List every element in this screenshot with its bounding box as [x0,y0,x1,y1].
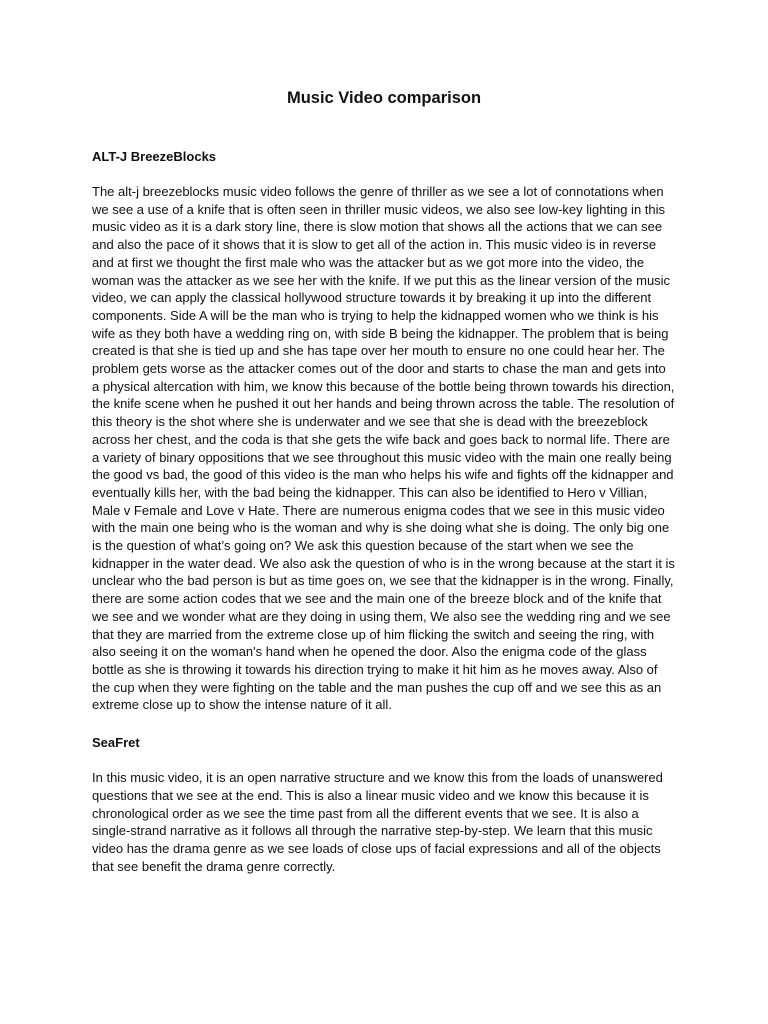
document-title: Music Video comparison [286,89,482,107]
section-altj-breezeblocks [92,148,676,714]
section-seafret [92,734,676,875]
section-heading: SeaFret [92,735,140,751]
section-body: The alt-j breezeblocks music video follows the genre of thriller as we see a lot of connotations when we see a use of a knife that is often seen in thriller music videos, we also see low-key lighting in this music video as it is a dark story line, there is slow motion that shows all the actions that we can see and also the pace of it shows that it is slow to get all of the action in. This music video is in reverse and at first we thought the first male who was the attacker but as we got more into the video, the woman was the attacker as we see her with the knife. If we put this as the linear version of the music video, we can apply the classical hollywood structure towards it by breaking it up into the different components. Side A will be the man who is trying to help the kidnapped women who we think is his wife as they both have a wedding ring on, with side B being the kidnapper. The problem that is being created is that she is tied up and she has tape over her mouth to ensure no one could hear her. The problem gets worse as the attacker comes out of the door and starts to chase the man and gets into a physical altercation with him, we know this because of the bottle being thrown towards his direction, the knife scene when he pushed it out her hands and being thrown across the table. The resolution of this theory is the shot where she is underwater and we see that she is dead with the breezeblock across her chest, and the coda is that she gets the wife back and goes back to normal life. There are a variety of binary oppositions that we see throughout this music video with the main one really being the good vs bad, the good of this video is the man who helps his wife and fights off the kidnapper and eventually kills her, with the bad being the kidnapper. This can also be identified to Hero v Villian, Male v Female and Love v Hate. There are numerous enigma codes that we see in this music video with the main one being who is the woman and why is she doing what she is doing. The only big one is the question of what’s going on? We ask this question because of the start when we see the kidnapper in the water dead. We also ask the question of who is in the wrong because at the start it is unclear who the bad person is but as time goes on, we see that the kidnapper is in the wrong. Finally, there are some action codes that we see and the main one of the breeze block and of the knife that we see and we wonder what are they doing in using them, We also see the wedding ring and we see that they are married from the extreme close up of him flicking the switch and seeing the ring, with also seeing it on the woman's hand when he opened the door. Also the enigma code of the glass bottle as she is throwing it towards his direction trying to make it hit him as he moves away. Also of the cup when they were fighting on the table and the man pushes the cup off and we see this as an extreme close up to show the intense nature of it all. [92,184,675,713]
section-body: In this music video, it is an open narrative structure and we know this from the loads of unanswered questions that we see at the end. This is also a linear music video and we know this because it is chronological order as we see the time past from all the different events that we see. It is also a single-strand narrative as it follows all through the narrative step-by-step. We learn that this music video has the drama genre as we see loads of close ups of facial expressions and all of the objects that see benefit the drama genre correctly. [92,770,663,874]
section-heading: ALT-J BreezeBlocks [92,149,217,164]
